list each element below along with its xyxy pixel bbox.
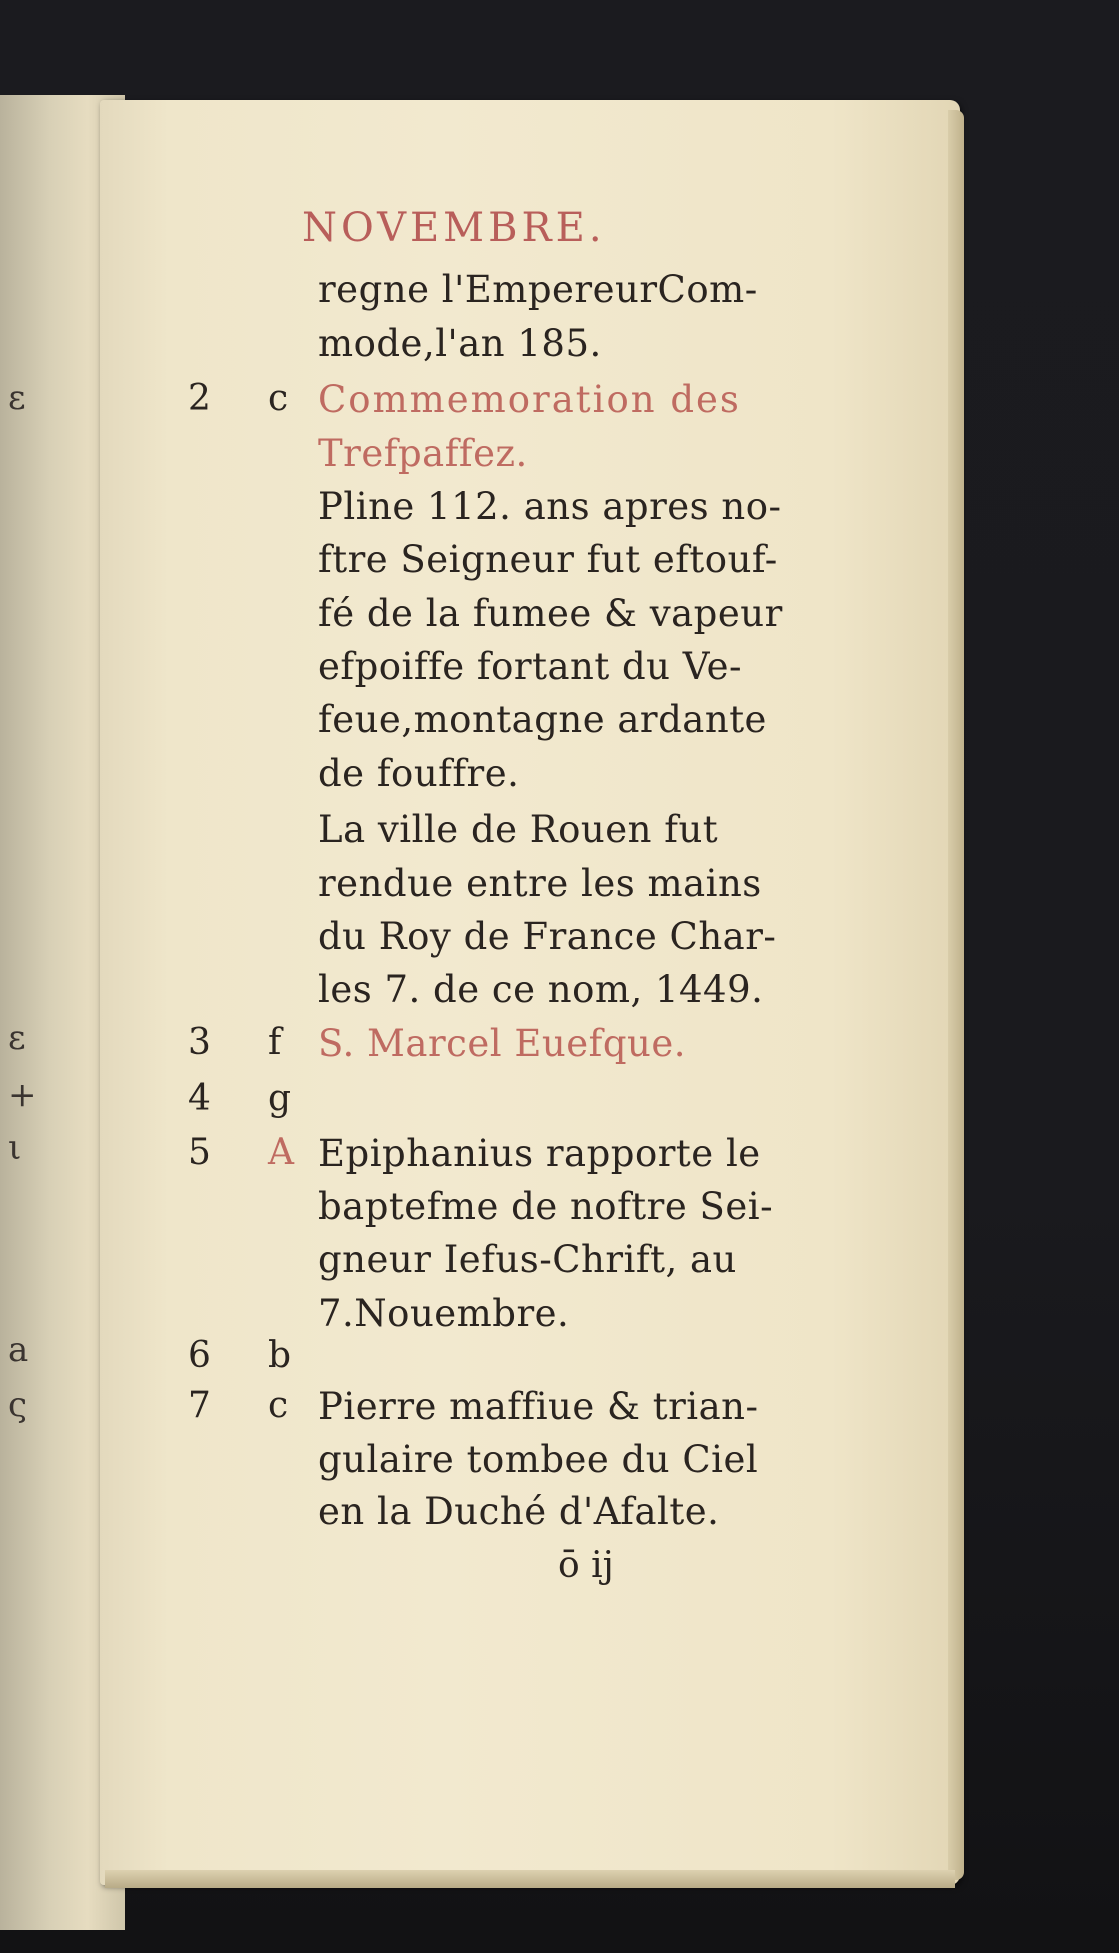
text-line: baptefme de noftre Sei- xyxy=(318,1185,774,1228)
dominical-letter: b xyxy=(268,1335,292,1376)
text-line: ftre Seigneur fut eftouf- xyxy=(318,538,778,581)
text-line: feue,montagne ardante xyxy=(318,698,767,741)
feast-title: Trefpaffez. xyxy=(318,432,528,475)
text-line: efpoiffe fortant du Ve- xyxy=(318,645,742,688)
day-number: 2 xyxy=(188,378,211,419)
dominical-letter: c xyxy=(268,1385,289,1426)
dominical-letter: A xyxy=(268,1132,294,1173)
dominical-letter: g xyxy=(268,1078,292,1119)
text-line: fé de la fumee & vapeur xyxy=(318,592,783,635)
day-number: 5 xyxy=(188,1132,211,1173)
day-number: 3 xyxy=(188,1022,211,1063)
day-number: 4 xyxy=(188,1078,211,1119)
text-line: gneur Iefus-Chrift, au xyxy=(318,1238,737,1281)
page-edge xyxy=(948,110,964,1880)
text-line: La ville de Rouen fut xyxy=(318,808,719,851)
month-heading: NOVEMBRE. xyxy=(302,205,606,251)
text-line: de fouffre. xyxy=(318,752,520,795)
text-line: rendue entre les mains xyxy=(318,862,762,905)
page-bottom-edge xyxy=(105,1870,955,1888)
margin-glyph: + xyxy=(8,1075,37,1115)
text-line: mode,l'an 185. xyxy=(318,322,602,365)
text-line: Epiphanius rapporte le xyxy=(318,1132,761,1175)
feast-title: Commemoration des xyxy=(318,378,741,421)
margin-glyph: a xyxy=(8,1330,29,1370)
day-number: 7 xyxy=(188,1385,211,1426)
text-line: gulaire tombee du Ciel xyxy=(318,1438,759,1481)
text-line: regne l'EmpereurCom- xyxy=(318,268,758,311)
feast-title: S. Marcel Euefque. xyxy=(318,1022,686,1065)
margin-glyph: ε xyxy=(8,1018,26,1058)
dominical-letter: c xyxy=(268,378,289,419)
text-line: du Roy de France Char- xyxy=(318,915,777,958)
margin-glyph: ε xyxy=(8,378,26,418)
day-number: 6 xyxy=(188,1335,211,1376)
text-line: les 7. de ce nom, 1449. xyxy=(318,968,764,1011)
text-line: en la Duché d'Afalte. xyxy=(318,1490,720,1533)
dominical-letter: f xyxy=(268,1022,282,1063)
text-line: 7.Nouembre. xyxy=(318,1292,570,1335)
text-line: Pierre maffiue & trian- xyxy=(318,1385,759,1428)
folio-signature: ō ij xyxy=(558,1545,614,1586)
margin-glyph: ι xyxy=(8,1128,22,1168)
margin-glyph: ς xyxy=(8,1385,28,1425)
text-line: Pline 112. ans apres no- xyxy=(318,485,782,528)
